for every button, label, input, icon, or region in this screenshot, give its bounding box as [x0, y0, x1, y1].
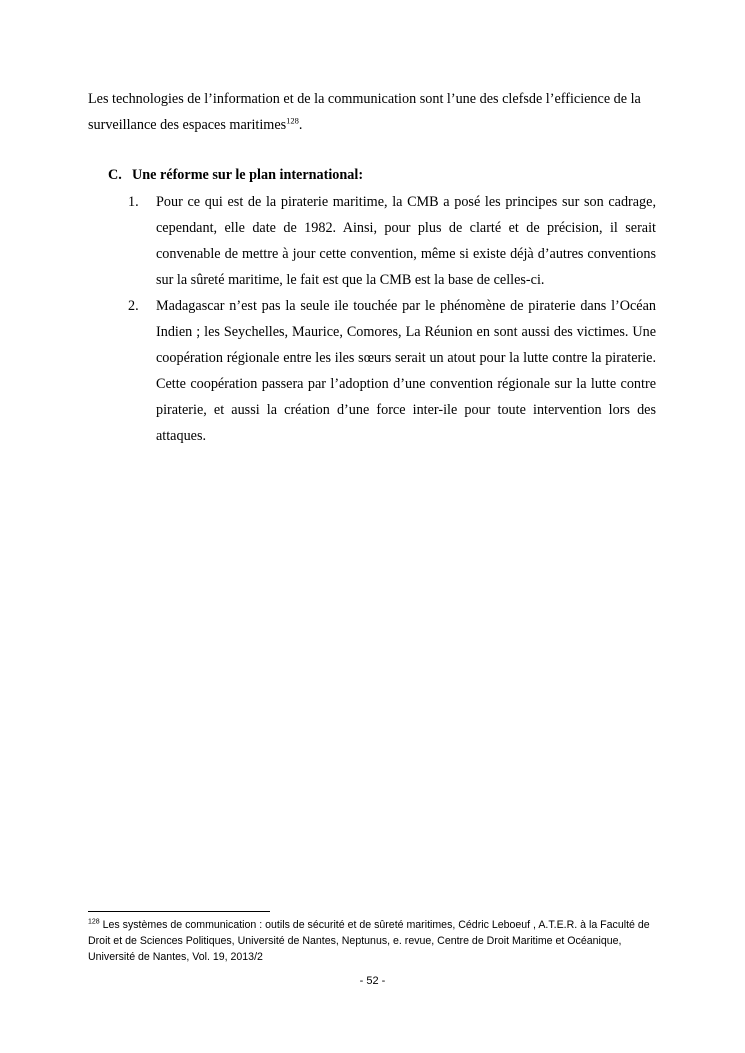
intro-paragraph [88, 86, 658, 138]
list-item-number: 2. [128, 298, 139, 314]
list-item-number: 1. [128, 194, 139, 210]
numbered-list [128, 189, 656, 449]
footnote-text: Les systèmes de communication : outils de sécurité et de sûreté maritimes, Cédric Leboeuf , A.T.E.R. à la Faculté de Droit et de Sciences Politiques, Université de Nantes, Neptunus, e. revue, Centre de Droit Maritime et Océanique, Université de Nantes, Vol. 19, 2013/2 [88, 919, 650, 963]
footnote-number: 128 [88, 918, 100, 926]
intro-text: Les technologies de l’information et de la communication sont l’une des clefsde l’efficience de la surveillance des espaces maritimes [88, 91, 641, 133]
section-letter: C. [108, 167, 122, 183]
section-heading [108, 165, 363, 185]
page-number: - 52 - [359, 975, 386, 987]
list-item-text: Pour ce qui est de la piraterie maritime, la CMB a posé les principes sur son cadrage, cependant, elle date de 1982. Ainsi, pour plus de clarté et de précision, il serait convenable de mettre à jour cette convention, même si existe déjà d’autres conventions sur la sûreté maritime, le fait est que la CMB est la base de celles-ci. [156, 194, 656, 288]
footnote [88, 917, 658, 965]
list-item [128, 293, 656, 449]
list-item-text: Madagascar n’est pas la seule ile touchée par le phénomène de piraterie dans l’Océan Indien ; les Seychelles, Maurice, Comores, La Réunion en sont aussi des victimes. Une coopération régionale entre les iles sœurs serait un atout pour la lutte contre la piraterie. Cette coopération passera par l’adoption d’une convention régionale sur la lutte contre piraterie, et aussi la création d’une force inter-ile pour toute intervention lors des attaques. [156, 298, 656, 444]
section-title: Une réforme sur le plan international: [132, 167, 364, 183]
intro-trailing: . [298, 117, 303, 133]
footnote-reference[interactable]: 128 [286, 115, 299, 126]
footnote-separator [88, 911, 270, 912]
list-item [128, 189, 656, 293]
